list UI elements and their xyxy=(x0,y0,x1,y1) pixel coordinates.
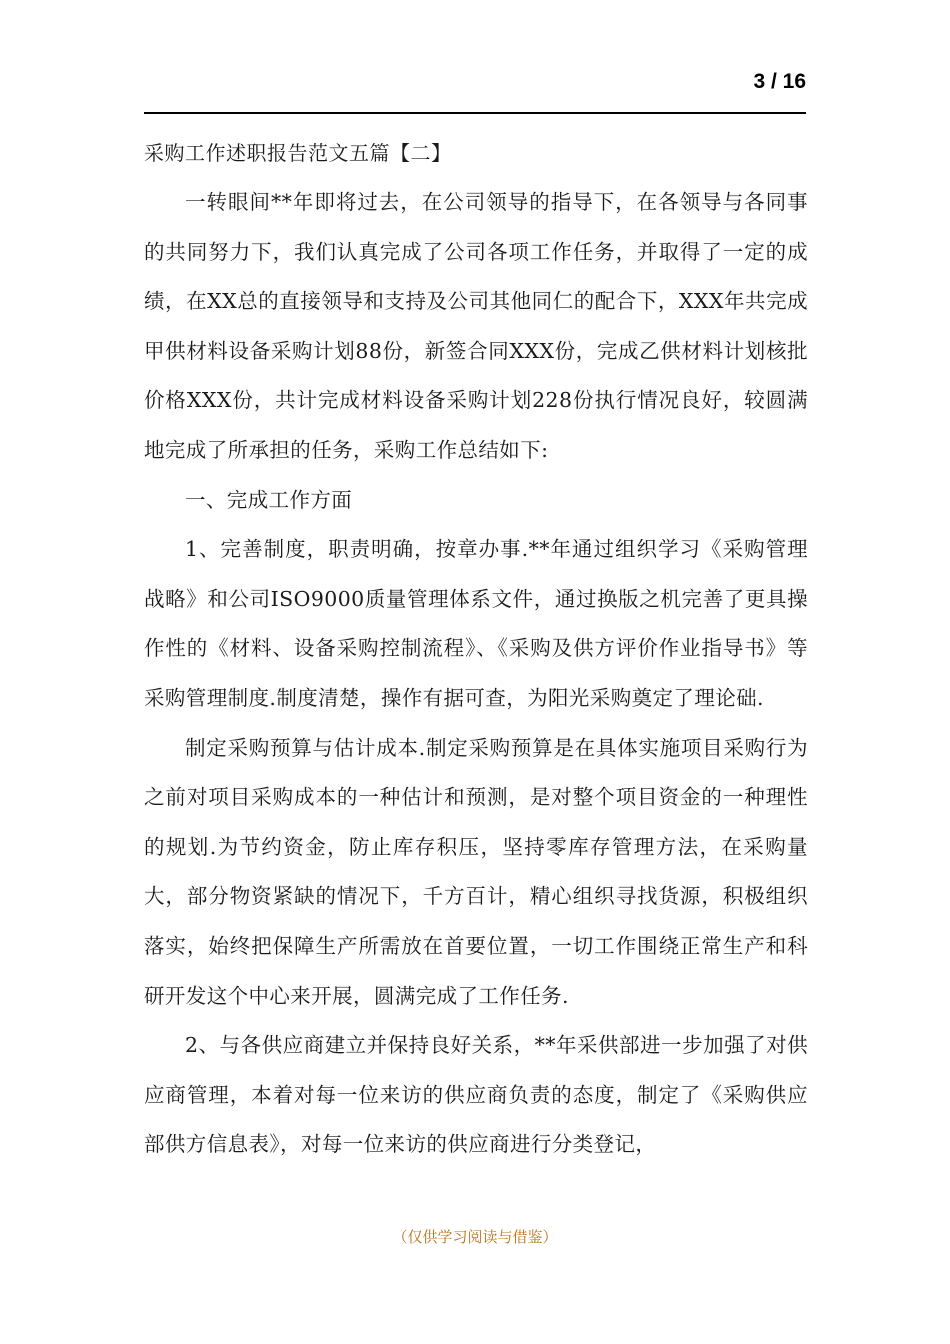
paragraph-item-1: 1、完善制度，职责明确，按章办事.**年通过组织学习《采购管理战略》和公司ISO9000质量管理体系文件，通过换版之机完善了更具操作性的《材料、设备采购控制流程》、《采购及供方评价作业指导书》等采购管理制度.制度清楚，操作有据可查，为阳光采购奠定了理论础. xyxy=(144,537,808,710)
section-heading: 一、完成工作方面 xyxy=(185,487,353,512)
document-body xyxy=(144,128,808,1170)
page-number: 3 / 16 xyxy=(753,70,806,93)
paragraph-intro: 一转眼间**年即将过去，在公司领导的指导下，在各领导与各同事的共同努力下，我们认真完成了公司各项工作任务，并取得了一定的成绩，在XX总的直接领导和支持及公司其他同仁的配合下，XXX年共完成甲供材料设备采购计划88份，新签合同XXX份，完成乙供材料计划核批价格XXX份，共计完成材料设备采购计划228份执行情况良好，较圆满地完成了所承担的任务，采购工作总结如下: xyxy=(144,190,808,462)
header-divider xyxy=(144,112,806,114)
footer-note: （仅供学习阅读与借鉴） xyxy=(392,1228,558,1246)
document-title: 采购工作述职报告范文五篇【二】 xyxy=(144,141,452,165)
paragraph-budget: 制定采购预算与估计成本.制定采购预算是在具体实施项目采购行为之前对项目采购成本的一种估计和预测，是对整个项目资金的一种理性的规划.为节约资金，防止库存积压，坚持零库存管理方法，在采购量大，部分物资紧缺的情况下，千方百计，精心组织寻找货源，积极组织落实，始终把保障生产所需放在首要位置，一切工作围绕正常生产和科研开发这个中心来开展，圆满完成了工作任务. xyxy=(144,735,808,1008)
paragraph-item-2: 2、与各供应商建立并保持良好关系，**年采供部进一步加强了对供应商管理，本着对每一位来访的供应商负责的态度，制定了《采购供应部供方信息表》，对每一位来访的供应商进行分类登记， xyxy=(144,1033,808,1157)
